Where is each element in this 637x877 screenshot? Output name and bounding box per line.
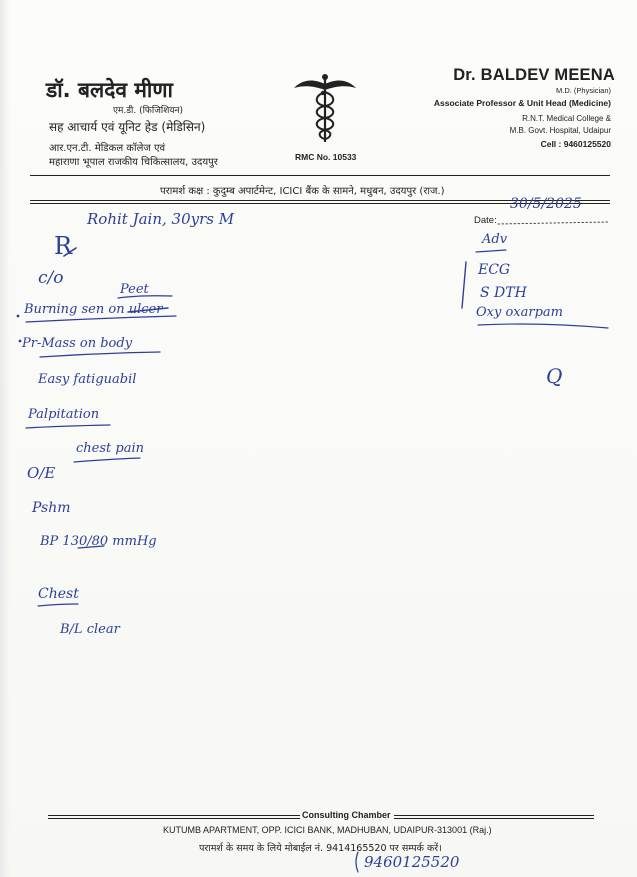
doctor-degree-hindi: एम.डी. (फिजिशियन)	[113, 106, 184, 116]
doctor-degree-english: M.D. (Physician)	[555, 86, 611, 95]
note-chest: Chest	[38, 586, 79, 602]
doctor-name-english: Dr. BALDEV MEENA	[453, 66, 615, 84]
note-palpitation: Palpitation	[28, 407, 100, 422]
doctor-title-hindi: सह आचार्य एवं यूनिट हेड (मेडिसिन)	[49, 120, 206, 134]
note-burning: Burning sen on ulcer	[24, 302, 163, 317]
note-oxy: Oxy oxarpam	[476, 305, 563, 320]
note-sdth: S DTH	[480, 285, 527, 301]
doctor-title-english: Associate Professor & Unit Head (Medicine)	[433, 98, 611, 108]
note-peet: Peet	[120, 282, 149, 297]
consultation-room-line: परामर्श कक्ष : कुदुम्ब अपार्टमेन्ट, ICICI बैंक के सामने, मधुबन, उदयपुर (राज.)	[160, 186, 445, 197]
note-fatigue: Easy fatiguabil	[38, 372, 137, 387]
footer-address: KUTUMB APARTMENT, OPP. ICICI BANK, MADHUBAN, UDAIPUR-313001 (Raj.)	[163, 825, 492, 835]
consulting-chamber-label: Consulting Chamber	[302, 810, 391, 820]
college-line-1-hindi: आर.एन.टी. मेडिकल कॉलेज एवं	[49, 143, 166, 154]
note-complaints: c/o	[38, 268, 64, 288]
note-advice: Adv	[482, 232, 508, 247]
doctor-initial: Q	[546, 364, 563, 388]
footer-contact-hindi: परामर्श के समय के लिये मोबाईल नं. 9414165520 पर सम्पर्क करें।	[199, 843, 442, 854]
date-value: 30/5/2025	[510, 196, 582, 212]
date-label: Date:	[474, 215, 497, 226]
college-line-2-english: M.B. Govt. Hospital, Udaipur	[509, 126, 611, 135]
note-bp: BP 130/80 mmHg	[40, 534, 157, 549]
note-ecg: ECG	[478, 262, 511, 278]
cell-number: Cell : 9460125520	[540, 139, 611, 149]
college-line-1-english: R.N.T. Medical College &	[522, 114, 611, 123]
footer-rule-right	[394, 815, 594, 816]
note-on-exam: O/E	[27, 464, 56, 482]
footer-rule-left-2	[48, 818, 300, 819]
note-pshm: Pshm	[32, 500, 71, 516]
rmc-number: RMC No. 10533	[295, 152, 357, 162]
note-mass: Pr-Mass on body	[22, 336, 133, 351]
college-line-2-hindi: महाराणा भूपाल राजकीय चिकित्सालय, उदयपुर	[49, 157, 218, 168]
footer-rule-right-2	[394, 818, 594, 819]
note-chest-pain: chest pain	[76, 441, 144, 456]
footer-rule-left	[48, 815, 300, 816]
doctor-name-hindi: डॉ. बलदेव मीणा	[46, 78, 173, 102]
patient-name: Rohit Jain, 30yrs M	[87, 210, 235, 228]
handwritten-phone-number: 9460125520	[364, 853, 460, 871]
rx-symbol: R	[54, 232, 73, 260]
note-bl-clear: B/L clear	[60, 622, 120, 637]
